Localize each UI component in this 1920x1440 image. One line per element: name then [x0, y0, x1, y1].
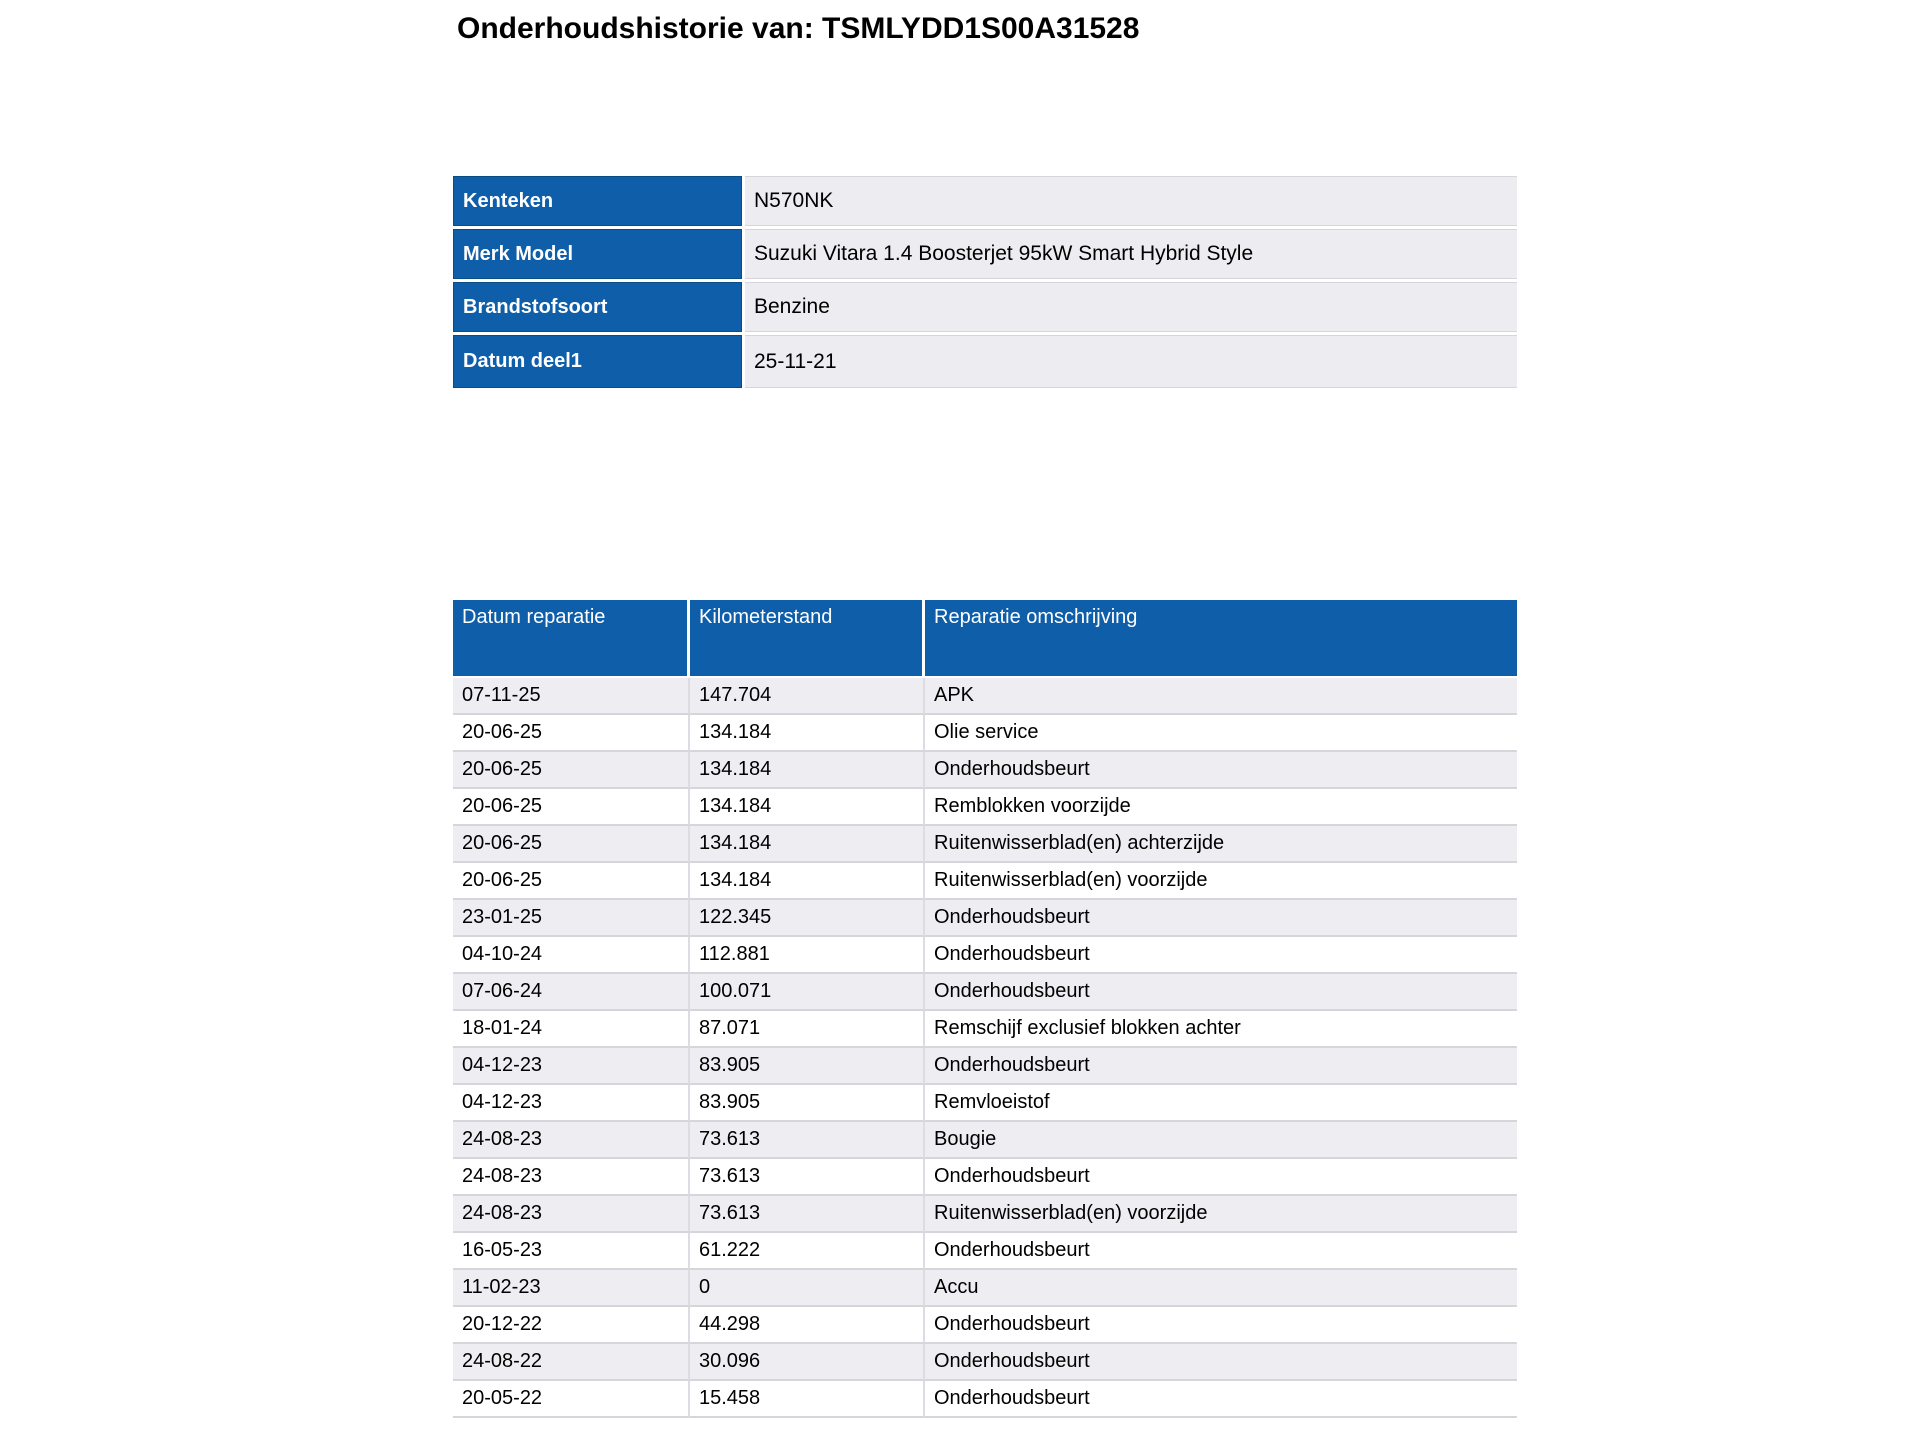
history-row — [453, 974, 1517, 1011]
history-cell-description: Onderhoudsbeurt — [925, 1159, 1517, 1196]
history-cell-description: Remblokken voorzijde — [925, 789, 1517, 826]
history-cell-date: 07-06-24 — [453, 974, 690, 1011]
history-cell-description: Ruitenwisserblad(en) achterzijde — [925, 826, 1517, 863]
history-cell-km: 15.458 — [690, 1381, 925, 1418]
history-row — [453, 863, 1517, 900]
history-cell-km: 83.905 — [690, 1085, 925, 1122]
history-row — [453, 1011, 1517, 1048]
history-cell-description: Onderhoudsbeurt — [925, 1233, 1517, 1270]
history-cell-km: 73.613 — [690, 1159, 925, 1196]
history-cell-km: 83.905 — [690, 1048, 925, 1085]
history-cell-description: APK — [925, 678, 1517, 715]
history-cell-km: 122.345 — [690, 900, 925, 937]
history-header-cell: Reparatie omschrijving — [925, 600, 1517, 678]
history-header-row — [453, 600, 1517, 678]
history-cell-description: Remvloeistof — [925, 1085, 1517, 1122]
history-row — [453, 1381, 1517, 1418]
history-cell-date: 07-11-25 — [453, 678, 690, 715]
history-cell-km: 87.071 — [690, 1011, 925, 1048]
history-header-cell: Kilometerstand — [690, 600, 925, 678]
history-cell-description: Onderhoudsbeurt — [925, 1381, 1517, 1418]
history-row — [453, 1307, 1517, 1344]
history-table — [453, 600, 1517, 1418]
history-row — [453, 1196, 1517, 1233]
vehicle-info-value: N570NK — [745, 176, 1517, 229]
history-cell-km: 44.298 — [690, 1307, 925, 1344]
vehicle-info-row — [453, 176, 1517, 229]
history-cell-km: 134.184 — [690, 826, 925, 863]
history-row — [453, 826, 1517, 863]
vehicle-info-row — [453, 335, 1517, 388]
history-cell-description: Onderhoudsbeurt — [925, 974, 1517, 1011]
vehicle-info-value: Benzine — [745, 282, 1517, 335]
history-cell-date: 23-01-25 — [453, 900, 690, 937]
history-cell-km: 61.222 — [690, 1233, 925, 1270]
vehicle-info-value: 25-11-21 — [745, 335, 1517, 388]
history-row — [453, 789, 1517, 826]
vehicle-info-label: Merk Model — [453, 229, 745, 282]
vehicle-info-row — [453, 282, 1517, 335]
history-row — [453, 1085, 1517, 1122]
history-row — [453, 1048, 1517, 1085]
history-cell-date: 04-12-23 — [453, 1085, 690, 1122]
history-cell-date: 24-08-23 — [453, 1196, 690, 1233]
history-cell-date: 18-01-24 — [453, 1011, 690, 1048]
history-header-cell: Datum reparatie — [453, 600, 690, 678]
page-title: Onderhoudshistorie van: TSMLYDD1S00A31528 — [457, 12, 1140, 45]
history-cell-description: Onderhoudsbeurt — [925, 1344, 1517, 1381]
history-cell-description: Onderhoudsbeurt — [925, 900, 1517, 937]
vehicle-info-table — [453, 176, 1517, 388]
history-row — [453, 900, 1517, 937]
history-cell-description: Accu — [925, 1270, 1517, 1307]
history-cell-date: 24-08-22 — [453, 1344, 690, 1381]
history-cell-km: 147.704 — [690, 678, 925, 715]
history-cell-date: 24-08-23 — [453, 1122, 690, 1159]
history-cell-km: 134.184 — [690, 789, 925, 826]
history-cell-date: 04-10-24 — [453, 937, 690, 974]
history-cell-description: Ruitenwisserblad(en) voorzijde — [925, 1196, 1517, 1233]
history-cell-description: Ruitenwisserblad(en) voorzijde — [925, 863, 1517, 900]
history-cell-km: 73.613 — [690, 1122, 925, 1159]
history-cell-description: Onderhoudsbeurt — [925, 937, 1517, 974]
history-cell-date: 20-06-25 — [453, 752, 690, 789]
history-cell-description: Onderhoudsbeurt — [925, 752, 1517, 789]
history-cell-date: 20-06-25 — [453, 789, 690, 826]
history-cell-description: Onderhoudsbeurt — [925, 1307, 1517, 1344]
history-cell-km: 112.881 — [690, 937, 925, 974]
history-row — [453, 937, 1517, 974]
history-row — [453, 678, 1517, 715]
history-cell-km: 134.184 — [690, 752, 925, 789]
history-cell-km: 134.184 — [690, 863, 925, 900]
history-row — [453, 1159, 1517, 1196]
history-row — [453, 1233, 1517, 1270]
history-row — [453, 752, 1517, 789]
history-row — [453, 1270, 1517, 1307]
history-cell-date: 20-06-25 — [453, 715, 690, 752]
history-row — [453, 1344, 1517, 1381]
history-cell-description: Bougie — [925, 1122, 1517, 1159]
history-cell-km: 134.184 — [690, 715, 925, 752]
history-row — [453, 715, 1517, 752]
history-cell-date: 20-06-25 — [453, 863, 690, 900]
history-cell-km: 73.613 — [690, 1196, 925, 1233]
history-cell-km: 0 — [690, 1270, 925, 1307]
history-cell-km: 100.071 — [690, 974, 925, 1011]
history-cell-date: 04-12-23 — [453, 1048, 690, 1085]
vehicle-info-label: Brandstofsoort — [453, 282, 745, 335]
vehicle-info-label: Datum deel1 — [453, 335, 745, 388]
history-cell-date: 11-02-23 — [453, 1270, 690, 1307]
history-cell-description: Remschijf exclusief blokken achter — [925, 1011, 1517, 1048]
vehicle-info-value: Suzuki Vitara 1.4 Boosterjet 95kW Smart Hybrid Style — [745, 229, 1517, 282]
history-cell-date: 24-08-23 — [453, 1159, 690, 1196]
history-cell-date: 20-12-22 — [453, 1307, 690, 1344]
vehicle-info-row — [453, 229, 1517, 282]
history-cell-date: 16-05-23 — [453, 1233, 690, 1270]
vehicle-info-label: Kenteken — [453, 176, 745, 229]
history-cell-description: Onderhoudsbeurt — [925, 1048, 1517, 1085]
history-cell-date: 20-06-25 — [453, 826, 690, 863]
history-cell-date: 20-05-22 — [453, 1381, 690, 1418]
history-row — [453, 1122, 1517, 1159]
history-cell-description: Olie service — [925, 715, 1517, 752]
history-cell-km: 30.096 — [690, 1344, 925, 1381]
